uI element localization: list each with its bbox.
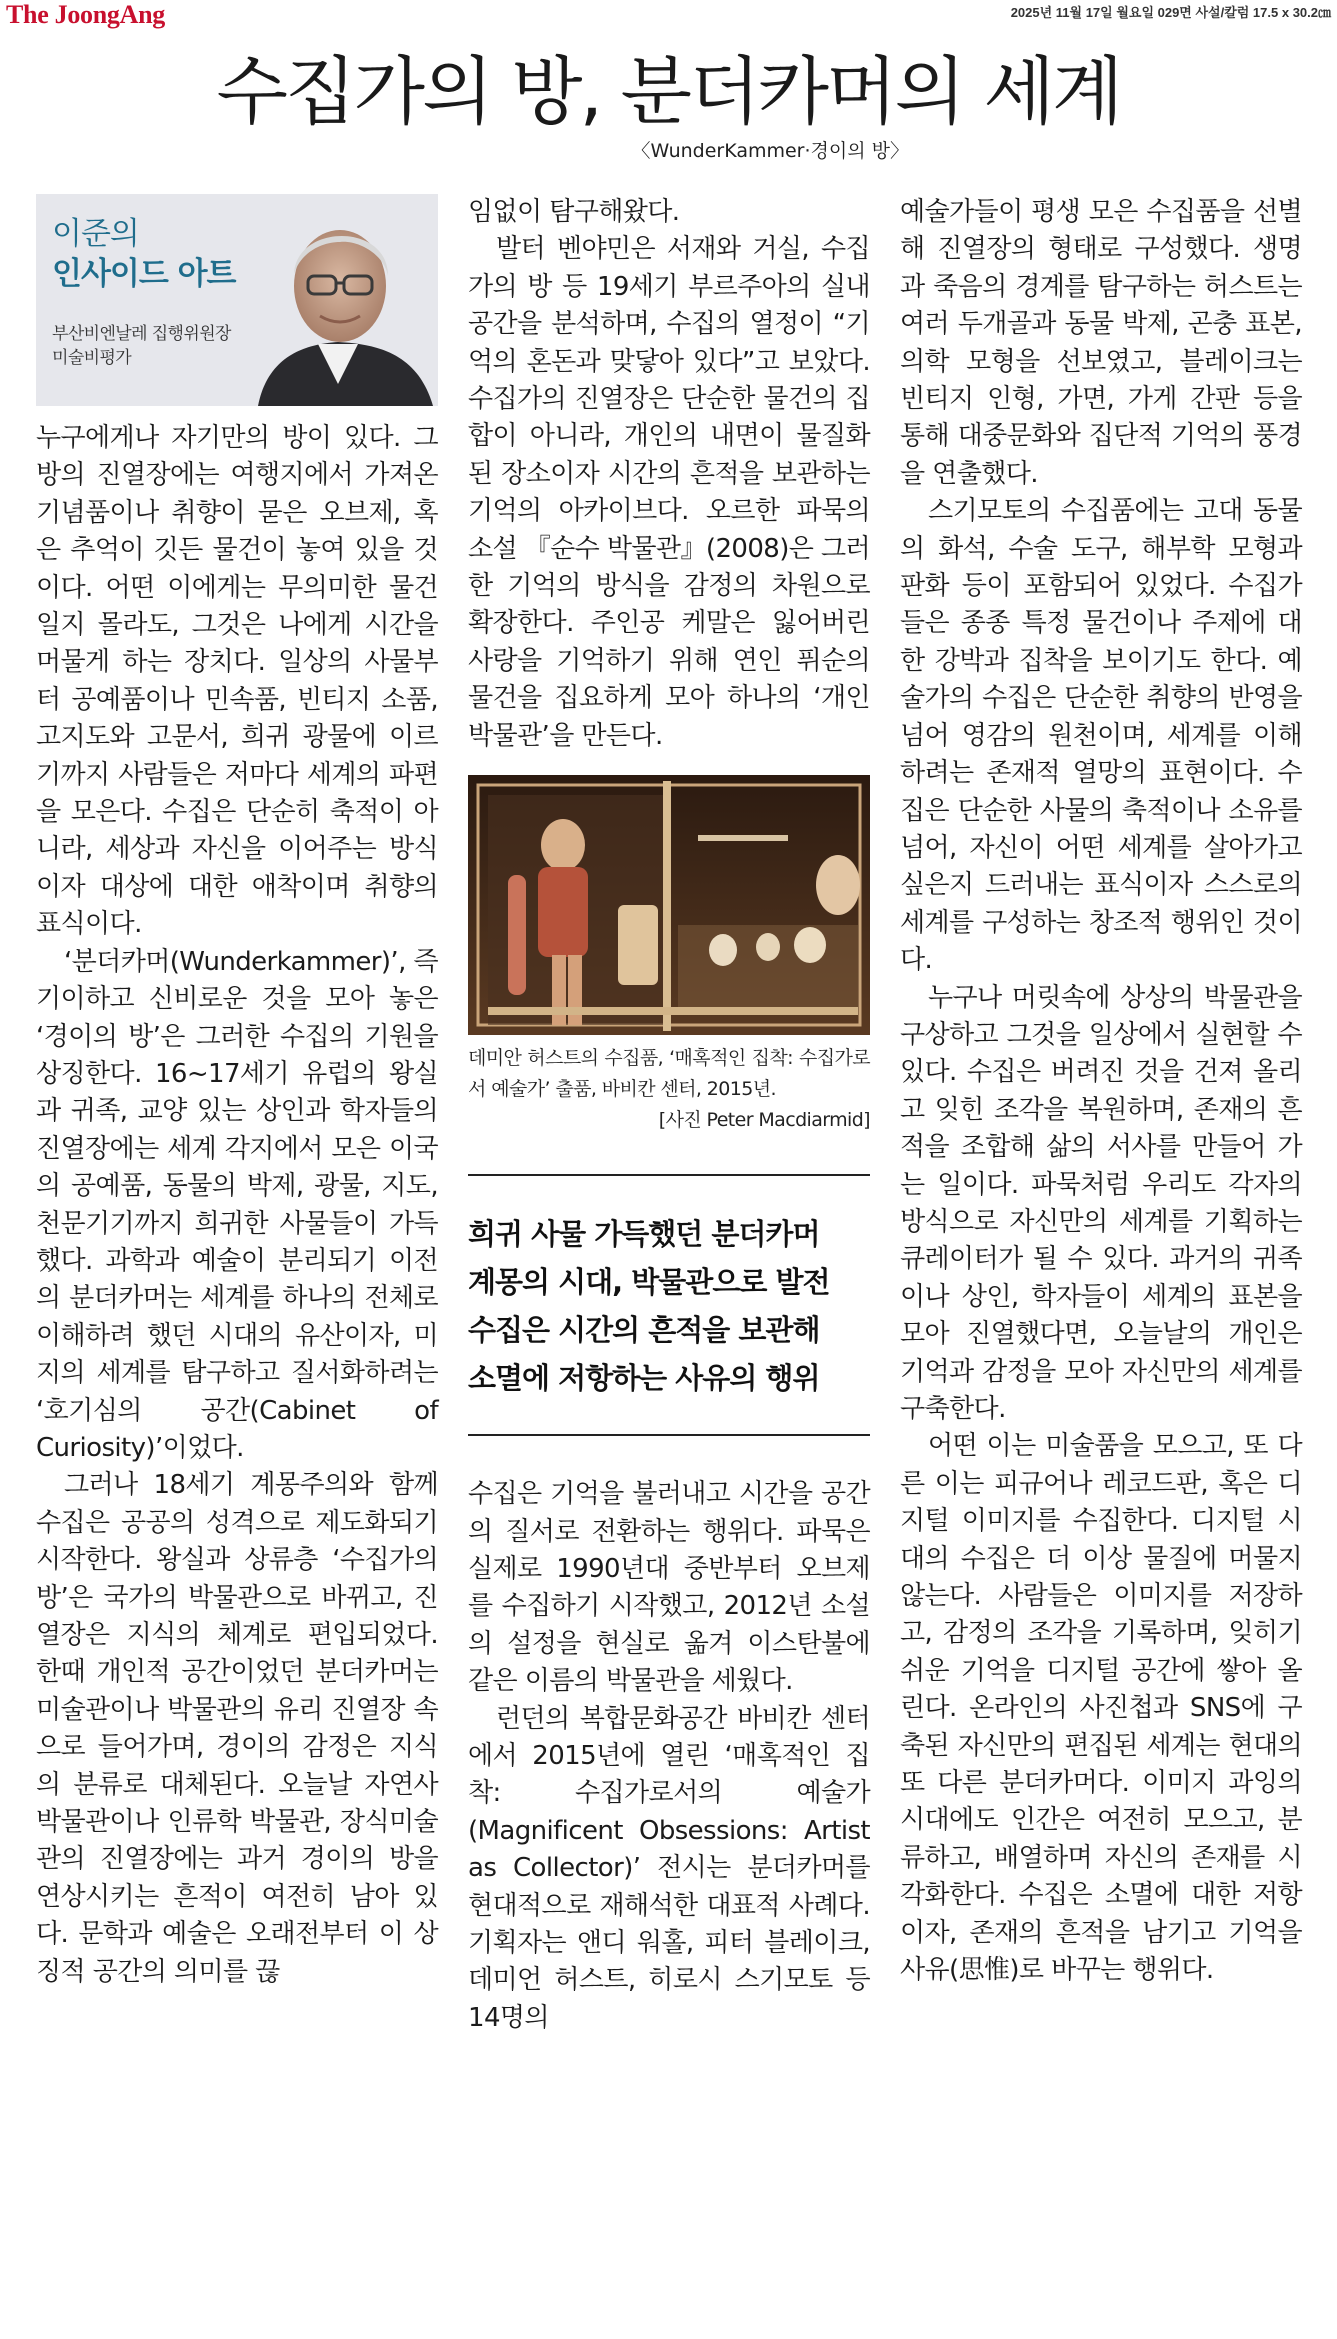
pull-quote-line-1: 희귀 사물 가득했던 분더카머 bbox=[468, 1217, 820, 1252]
author-box bbox=[36, 194, 438, 406]
paragraph: 임없이 탐구해왔다. bbox=[468, 197, 680, 227]
series-title: 인사이드 아트 bbox=[52, 256, 236, 292]
paragraph: 예술가들이 평생 모은 수집품을 선별해 진열장의 형태로 구성했다. 생명과 죽음의 경계를 탐구하는 허스트는 여러 두개골과 동물 박제, 곤충 표본, 의학 모형을 선보였고, 블레이크는 빈티지 인형, 가면, 가게 간판 등을 통해 대중문화와 집단적 기억의 풍경을 연출했다. bbox=[900, 197, 1302, 489]
author-title bbox=[52, 322, 231, 370]
paragraph: 누구나 머릿속에 상상의 박물관을 구상하고 그것을 일상에서 실현할 수 있다. 수집은 버려진 것을 건져 올리고 잊힌 조각을 복원하며, 존재의 흔적을 조합해 삶의 서사를 만들어 가는 일이다. 파묵처럼 우리도 각자의 방식으로 자신만의 세계를 기획하는 큐레이터가 될 수 있다. 과거의 귀족이나 상인, 학자들이 세계의 표본을 모아 진열했다면, 오늘날의 개인은 기억과 감정을 모아 자신만의 세계를 구축한다. bbox=[900, 982, 1302, 1424]
pull-quote-line-3: 수집은 시간의 흔적을 보관해 bbox=[468, 1313, 820, 1348]
subheadline: 〈WunderKammer·경이의 방〉 bbox=[631, 140, 909, 162]
column-2 bbox=[468, 194, 870, 2037]
headline: 수집가의 방, 분더카머의 세계 bbox=[216, 49, 1121, 135]
article-photo bbox=[468, 775, 870, 1035]
paragraph: 누구에게나 자기만의 방이 있다. 그 방의 진열장에는 여행지에서 가져온 기념품이나 취향이 묻은 오브제, 혹은 추억이 깃든 물건이 놓여 있을 것이다. 어떤 이에게는 무의미한 물건일지 몰라도, 그것은 나에게 시간을 머물게 하는 장치다. 일상의 사물부터 공예품이나 민속품, 빈티지 소품, 고지도와 고문서, 희귀 광물에 이르기까지 사람들은 저마다 세계의 파편을 모은다. 수집은 단순히 축적이 아니라, 세상과 자신을 이어주는 방식이자 대상에 대한 애착이며 취향의 표식이다. bbox=[36, 423, 438, 940]
column-series-title bbox=[52, 214, 235, 294]
column-3 bbox=[900, 194, 1302, 1990]
paragraph: 런던의 복합문화공간 바비칸 센터에서 2015년에 열린 ‘매혹적인 집착: 수집가로서의 예술가(Magnificent Obsessions: Artist as Collector)’ 전시는 분더카머를 현대적으로 재해석한 대표적 사례다. 기획자는 앤디 워홀, 피터 블레이크, 데미언 허스트, 히로시 스기모토 등 14명의 bbox=[468, 1703, 870, 2033]
author-portrait bbox=[238, 194, 438, 406]
exhibition-photo-image bbox=[468, 775, 870, 1035]
paragraph: 수집은 기억을 불러내고 시간을 공간의 질서로 전환하는 행위다. 파묵은 실제로 1990년대 중반부터 오브제를 수집하기 시작했고, 2012년 소설의 설정을 현실로 옮겨 이스탄불에 같은 이름의 박물관을 세웠다. bbox=[468, 1479, 870, 1697]
dateline: 2025년 11월 17일 월요일 029면 사설/칼럼 17.5 x 30.2㎝ bbox=[1010, 5, 1331, 20]
series-name: 이준의 bbox=[52, 216, 139, 252]
author-title-line-2: 미술비평가 bbox=[52, 348, 132, 368]
caption-text: 데미안 허스트의 수집품, ‘매혹적인 집착: 수집가로서 예술가’ 출품, 바비칸 센터, 2015년. bbox=[468, 1047, 870, 1101]
paragraph: 그러나 18세기 계몽주의와 함께 수집은 공공의 성격으로 제도화되기 시작한다. 왕실과 상류층 ‘수집가의 방’은 국가의 박물관으로 바뀌고, 진열장은 지식의 체계로 편입되었다. 한때 개인적 공간이었던 분더카머는 미술관이나 박물관의 유리 진열장 속으로 들어가며, 경이의 감정은 지식의 분류로 대체된다. 오늘날 자연사박물관이나 인류학 박물관, 장식미술관의 진열장에는 과거 경이의 방을 연상시키는 흔적이 여전히 남아 있다. 문학과 예술은 오래전부터 이 상징적 공간의 의미를 끊 bbox=[36, 1470, 438, 1987]
paragraph: 어떤 이는 미술품을 모으고, 또 다른 이는 피규어나 레코드판, 혹은 디지털 이미지를 수집한다. 디지털 시대의 수집은 더 이상 물질에 머물지 않는다. 사람들은 이미지를 저장하고, 감정의 조각을 기록하며, 잊히기 쉬운 기억을 디지털 공간에 쌓아 올린다. 온라인의 사진첩과 SNS에 구축된 자신만의 편집된 세계는 현대의 또 다른 분더카머다. 이미지 과잉의 시대에도 인간은 여전히 모으고, 분류하고, 배열하며 자신의 존재를 시각화한다. 수집은 소멸에 대한 저항이자, 존재의 흔적을 남기고 기억을 사유(思惟)로 바꾸는 행위다. bbox=[900, 1431, 1302, 1986]
author-title-line-1: 부산비엔날레 집행위원장 bbox=[52, 324, 231, 344]
paragraph: 발터 벤야민은 서재와 거실, 수집가의 방 등 19세기 부르주아의 실내 공간을 분석하며, 수집의 열정이 “기억의 혼돈과 맞닿아 있다”고 보았다. 수집가의 진열장은 단순한 물건의 집합이 아니라, 개인의 내면이 물질화된 장소이자 시간의 흔적을 보관하는 기억의 아카이브다. 오르한 파묵의 소설 『순수 박물관』(2008)은 그러한 기억의 방식을 감정의 차원으로 확장한다. 주인공 케말은 잃어버린 사랑을 기억하기 위해 연인 퓌순의 물건을 집요하게 모아 하나의 ‘개인 박물관’을 만든다. bbox=[468, 234, 870, 751]
pull-quote bbox=[468, 1174, 870, 1436]
paragraph: ‘분더카머(Wunderkammer)’, 즉 기이하고 신비로운 것을 모아 놓은 ‘경이의 방’은 그러한 수집의 기원을 상징한다. 16~17세기 유럽의 왕실과 귀족, 교양 있는 상인과 학자들의 진열장에는 세계 각지에서 모은 이국의 공예품, 동물의 박제, 광물, 지도, 천문기기까지 희귀한 사물들이 가득했다. 과학과 예술이 분리되기 이전의 분더카머는 세계를 하나의 전체로 이해하려 했던 시대의 유산이자, 미지의 세계를 탐구하고 질서화하려는 ‘호기심의 공간(Cabinet of Curiosity)’이었다. bbox=[36, 946, 438, 1463]
pull-quote-line-2: 계몽의 시대, 박물관으로 발전 bbox=[468, 1265, 830, 1300]
pull-quote-line-4: 소멸에 저항하는 사유의 행위 bbox=[468, 1361, 820, 1396]
photo-caption bbox=[468, 1043, 870, 1136]
column-1 bbox=[36, 194, 438, 1991]
masthead-logo: The JoongAng bbox=[6, 0, 165, 29]
photo-credit: [사진 Peter Macdiarmid] bbox=[658, 1109, 870, 1132]
paragraph: 스기모토의 수집품에는 고대 동물의 화석, 수술 도구, 해부학 모형과 판화 등이 포함되어 있었다. 수집가들은 종종 특정 물건이나 주제에 대한 강박과 집착을 보이기도 한다. 예술가의 수집은 단순한 취향의 반영을 넘어 영감의 원천이며, 세계를 이해하려는 존재적 열망의 표현이다. 수집은 단순한 사물의 축적이나 소유를 넘어, 자신이 어떤 세계를 살아가고 싶은지 드러내는 표식이자 스스로의 세계를 구성하는 창조적 행위인 것이다. bbox=[900, 496, 1302, 976]
